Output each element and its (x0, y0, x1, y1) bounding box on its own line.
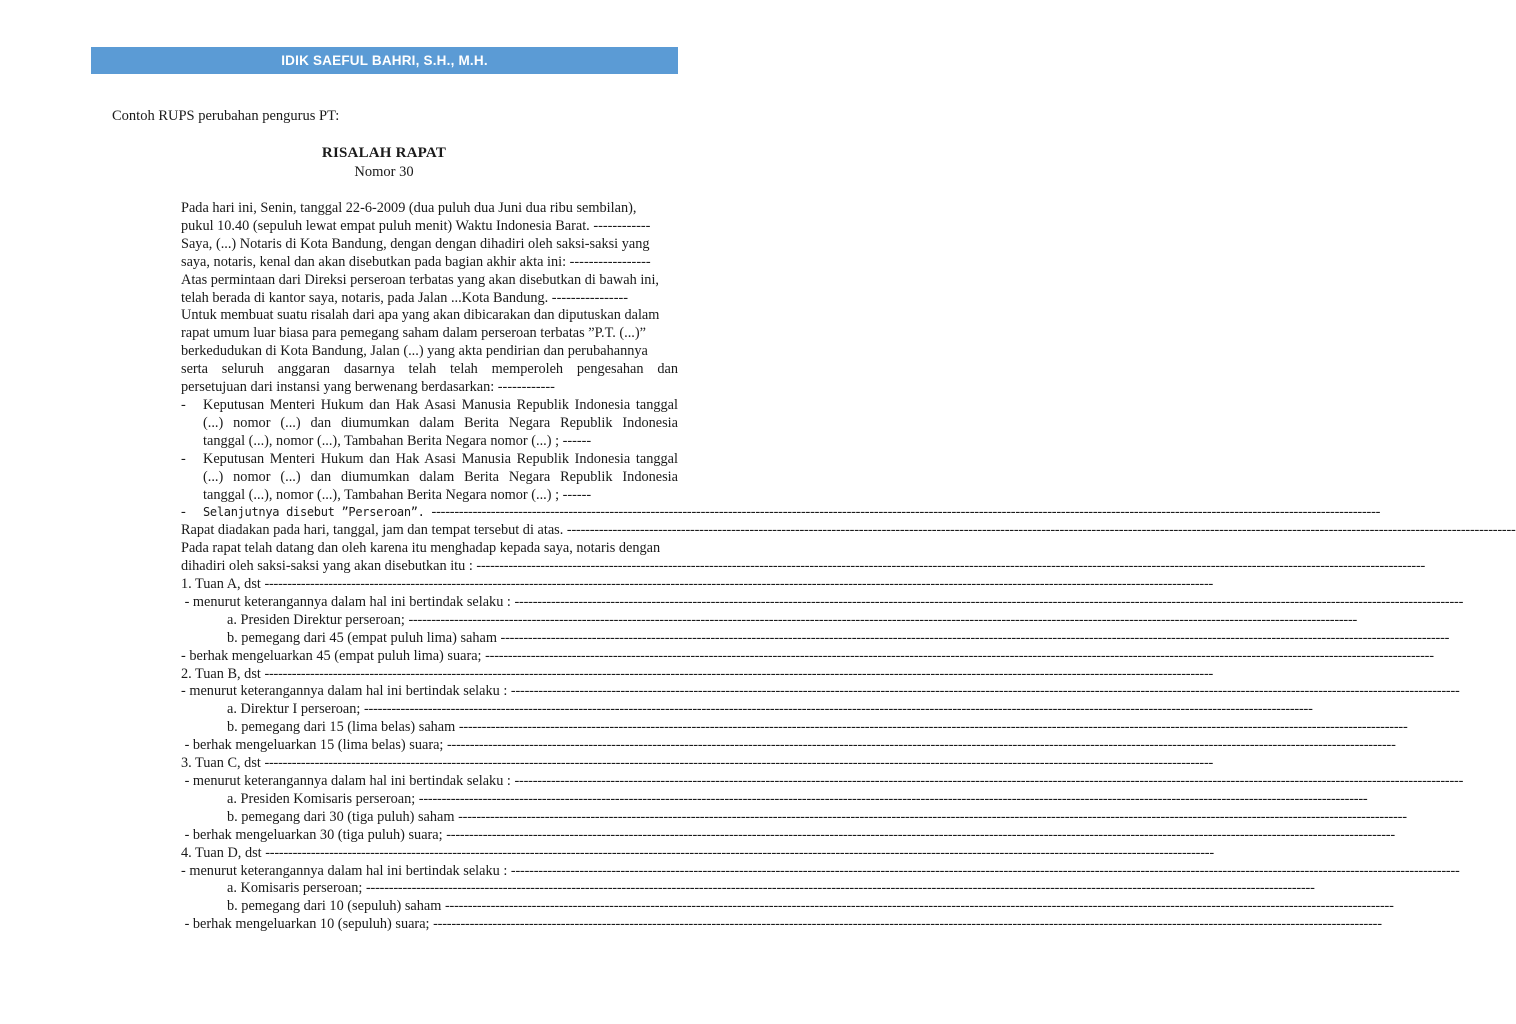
list-item: - Selanjutnya disebut ”Perseroan”. ---------------------------------------------------------------------------------------------------------------------------------------------------------------------------------------------------------------- (181, 504, 1381, 521)
list-item: - Keputusan Menteri Hukum dan Hak Asasi Manusia Republik Indonesia tanggal (181, 450, 678, 467)
list-item-cont: (...) nomor (...) dan diumumkan dalam Berita Negara Republik Indonesia (203, 414, 678, 431)
body-line: berkedudukan di Kota Bandung, Jalan (...) yang akta pendirian dan perubahannya (181, 343, 648, 360)
document-body (181, 200, 1516, 934)
body-line: saya, notaris, kenal dan akan disebutkan pada bagian akhir akta ini: ----------------- (181, 253, 651, 270)
document-number: Nomor 30 (354, 164, 414, 180)
attendee-role: a. Presiden Direktur perseroan; ---------------------------------------------------------------------------------------------------------------------------------------------------------------------------------------------------------------- (227, 611, 1358, 628)
intro-text: Contoh RUPS perubahan pengurus PT: (112, 108, 340, 124)
author-header-bar (91, 47, 678, 74)
body-line: persetujuan dari instansi yang berwenang berdasarkan: ------------ (181, 379, 555, 396)
body-line: Pada hari ini, Senin, tanggal 22-6-2009 (dua puluh dua Juni dua ribu sembilan), (181, 200, 637, 216)
attendee-capacity: - menurut keterangannya dalam hal ini bertindak selaku : ---------------------------------------------------------------------------------------------------------------------------------------------------------------------------------------------------------------- (181, 862, 1460, 879)
attendee-name: 1. Tuan A, dst ---------------------------------------------------------------------------------------------------------------------------------------------------------------------------------------------------------------- (181, 576, 1214, 593)
body-line: telah berada di kantor saya, notaris, pada Jalan ...Kota Bandung. ---------------- (181, 289, 628, 306)
list-item-cont: tanggal (...), nomor (...), Tambahan Berita Negara nomor (...) ; ------ (203, 432, 592, 449)
attendee-role: a. Direktur I perseroan; ---------------------------------------------------------------------------------------------------------------------------------------------------------------------------------------------------------------- (227, 701, 1313, 718)
list-item-cont: tanggal (...), nomor (...), Tambahan Berita Negara nomor (...) ; ------ (203, 486, 592, 503)
attendee-shares: b. pemegang dari 15 (lima belas) saham ---------------------------------------------------------------------------------------------------------------------------------------------------------------------------------------------------------------- (227, 719, 1408, 736)
list-item: - Keputusan Menteri Hukum dan Hak Asasi Manusia Republik Indonesia tanggal (181, 396, 678, 413)
attendee-shares: b. pemegang dari 30 (tiga puluh) saham ---------------------------------------------------------------------------------------------------------------------------------------------------------------------------------------------------------------- (227, 808, 1407, 825)
attendee-votes: - berhak mengeluarkan 10 (sepuluh) suara; ---------------------------------------------------------------------------------------------------------------------------------------------------------------------------------------------------------------- (181, 916, 1382, 933)
attendee-capacity: - menurut keterangannya dalam hal ini bertindak selaku : ---------------------------------------------------------------------------------------------------------------------------------------------------------------------------------------------------------------- (181, 773, 1464, 789)
author-name: IDIK SAEFUL BAHRI, S.H., M.H. (281, 53, 488, 68)
attendee-name: 2. Tuan B, dst ---------------------------------------------------------------------------------------------------------------------------------------------------------------------------------------------------------------- (181, 665, 1214, 682)
attendee-capacity: - menurut keterangannya dalam hal ini bertindak selaku : ---------------------------------------------------------------------------------------------------------------------------------------------------------------------------------------------------------------- (181, 593, 1464, 610)
body-line: Untuk membuat suatu risalah dari apa yang akan dibicarakan dan diputuskan dalam (181, 307, 660, 324)
document-title: RISALAH RAPAT (321, 145, 447, 161)
attendee-name: 3. Tuan C, dst ---------------------------------------------------------------------------------------------------------------------------------------------------------------------------------------------------------------- (181, 755, 1214, 772)
body-line: Pada rapat telah datang dan oleh karena itu menghadap kepada saya, notaris dengan (181, 540, 661, 557)
attendee-shares: b. pemegang dari 45 (empat puluh lima) saham ---------------------------------------------------------------------------------------------------------------------------------------------------------------------------------------------------------------- (227, 629, 1450, 646)
list-item-cont: (...) nomor (...) dan diumumkan dalam Berita Negara Republik Indonesia (203, 468, 678, 485)
body-line: Saya, (...) Notaris di Kota Bandung, dengan dengan dihadiri oleh saksi-saksi yang (181, 235, 650, 252)
body-line: Atas permintaan dari Direksi perseroan terbatas yang akan disebutkan di bawah ini, (181, 271, 659, 288)
attendee-votes: - berhak mengeluarkan 45 (empat puluh lima) suara; ---------------------------------------------------------------------------------------------------------------------------------------------------------------------------------------------------------------- (181, 647, 1434, 664)
attendee-role: a. Komisaris perseroan; ---------------------------------------------------------------------------------------------------------------------------------------------------------------------------------------------------------------- (227, 880, 1315, 897)
body-line: dihadiri oleh saksi-saksi yang akan disebutkan itu : ---------------------------------------------------------------------------------------------------------------------------------------------------------------------------------------------------------------- (181, 558, 1426, 575)
attendee-votes: - berhak mengeluarkan 15 (lima belas) suara; ---------------------------------------------------------------------------------------------------------------------------------------------------------------------------------------------------------------- (181, 737, 1396, 754)
attendee-capacity: - menurut keterangannya dalam hal ini bertindak selaku : ---------------------------------------------------------------------------------------------------------------------------------------------------------------------------------------------------------------- (181, 683, 1460, 700)
attendee-shares: b. pemegang dari 10 (sepuluh) saham ---------------------------------------------------------------------------------------------------------------------------------------------------------------------------------------------------------------- (227, 898, 1394, 915)
body-line: pukul 10.40 (sepuluh lewat empat puluh menit) Waktu Indonesia Barat. ------------ (181, 217, 651, 234)
attendee-votes: - berhak mengeluarkan 30 (tiga puluh) suara; ---------------------------------------------------------------------------------------------------------------------------------------------------------------------------------------------------------------- (181, 826, 1395, 843)
body-line: Rapat diadakan pada hari, tanggal, jam dan tempat tersebut di atas. ---------------------------------------------------------------------------------------------------------------------------------------------------------------------------------------------------------------- (181, 522, 1516, 539)
attendee-name: 4. Tuan D, dst ---------------------------------------------------------------------------------------------------------------------------------------------------------------------------------------------------------------- (181, 844, 1214, 861)
body-line: rapat umum luar biasa para pemegang saham dalam perseroan terbatas ”P.T. (...)” (181, 325, 646, 342)
attendee-role: a. Presiden Komisaris perseroan; ---------------------------------------------------------------------------------------------------------------------------------------------------------------------------------------------------------------- (227, 790, 1368, 807)
body-line: serta seluruh anggaran dasarnya telah telah memperoleh pengesahan dan (181, 361, 678, 378)
